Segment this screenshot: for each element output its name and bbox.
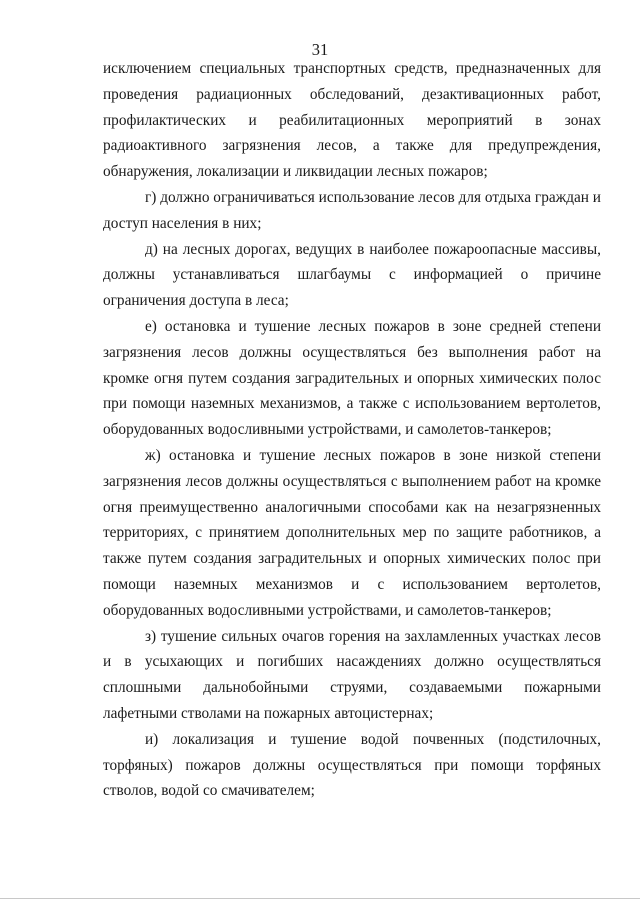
page-number: 31 xyxy=(311,40,329,59)
paragraph-item-z: з) тушение сильных очагов горения на захламленных участках лесов и в усыхающих и погибших насаждениях должно осуществляться сплошными дальнобойными струями, создаваемыми пожарными лафетными стволами на пожарных автоцистернах; xyxy=(103,627,601,722)
paragraph-item-g: г) должно ограничиваться использование лесов для отдыха граждан и доступ населения в них; xyxy=(103,188,601,232)
paragraph-item-d: д) на лесных дорогах, ведущих в наиболее пожароопасные массивы, должны устанавливаться шлагбаумы с информацией о причине ограничения доступа в леса; xyxy=(103,240,601,310)
paragraph-item-e: е) остановка и тушение лесных пожаров в зоне средней степени загрязнения лесов должны осуществляться без выполнения работ на кромке огня путем создания заградительных и опорных химических полос при помощи наземных механизмов, а также с использованием вертолетов, оборудованных водосливными устройствами, и самолетов-танкеров; xyxy=(103,317,601,439)
page-bottom-edge xyxy=(0,898,640,899)
paragraph-item-i: и) локализация и тушение водой почвенных (подстилочных, торфяных) пожаров должны осуществляться при помощи торфяных стволов, водой со смачивателем; xyxy=(103,730,601,800)
paragraph-continuation: исключением специальных транспортных средств, предназначенных для проведения радиационных обследований, дезактивационных работ, профилактических и реабилитационных мероприятий в зонах радиоактивного загрязнения лесов, а также для предупреждения, обнаружения, локализации и ликвидации лесных пожаров; xyxy=(103,60,601,181)
paragraph-item-zh: ж) остановка и тушение лесных пожаров в зоне низкой степени загрязнения лесов должны осуществляться с выполнением работ на кромке огня преимущественно аналогичными способами как на незагрязненных территориях, с принятием дополнительных мер по защите работников, а также путем создания заградительных и опорных химических полос при помощи наземных механизмов и с использованием вертолетов, оборудованных водосливными устройствами, и самолетов-танкеров; xyxy=(103,446,601,619)
body-text xyxy=(103,56,601,804)
